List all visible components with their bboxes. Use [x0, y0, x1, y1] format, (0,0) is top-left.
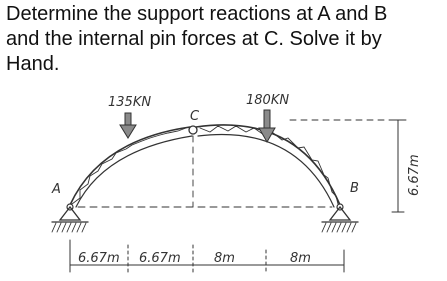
span-label-4: 8m: [290, 251, 311, 266]
span-label-2: 6.67m: [139, 251, 181, 266]
height-label: 6.67m: [407, 154, 422, 196]
support-b-hatch: [322, 223, 356, 232]
load-arrow-right: [259, 110, 275, 142]
problem-line-1: Determine the support reactions at A and B: [6, 3, 388, 25]
problem-line-3: Hand.: [6, 53, 60, 75]
point-label-c: C: [190, 109, 200, 124]
load-arrow-left: [120, 113, 136, 138]
span-label-3: 8m: [214, 251, 235, 266]
problem-line-2: and the internal pin forces at C. Solve it by: [6, 28, 382, 50]
arch-left-lacing: [72, 128, 186, 204]
point-label-b: B: [350, 181, 359, 196]
load-label-right: 180KN: [246, 93, 290, 108]
arch-right-segment-inner: [198, 134, 334, 207]
point-label-a: A: [52, 182, 61, 197]
support-a-hatch: [52, 223, 86, 232]
arch-left-segment: [70, 127, 190, 205]
span-label-1: 6.67m: [78, 251, 120, 266]
load-label-left: 135KN: [108, 95, 152, 110]
pin-c: [189, 126, 197, 134]
